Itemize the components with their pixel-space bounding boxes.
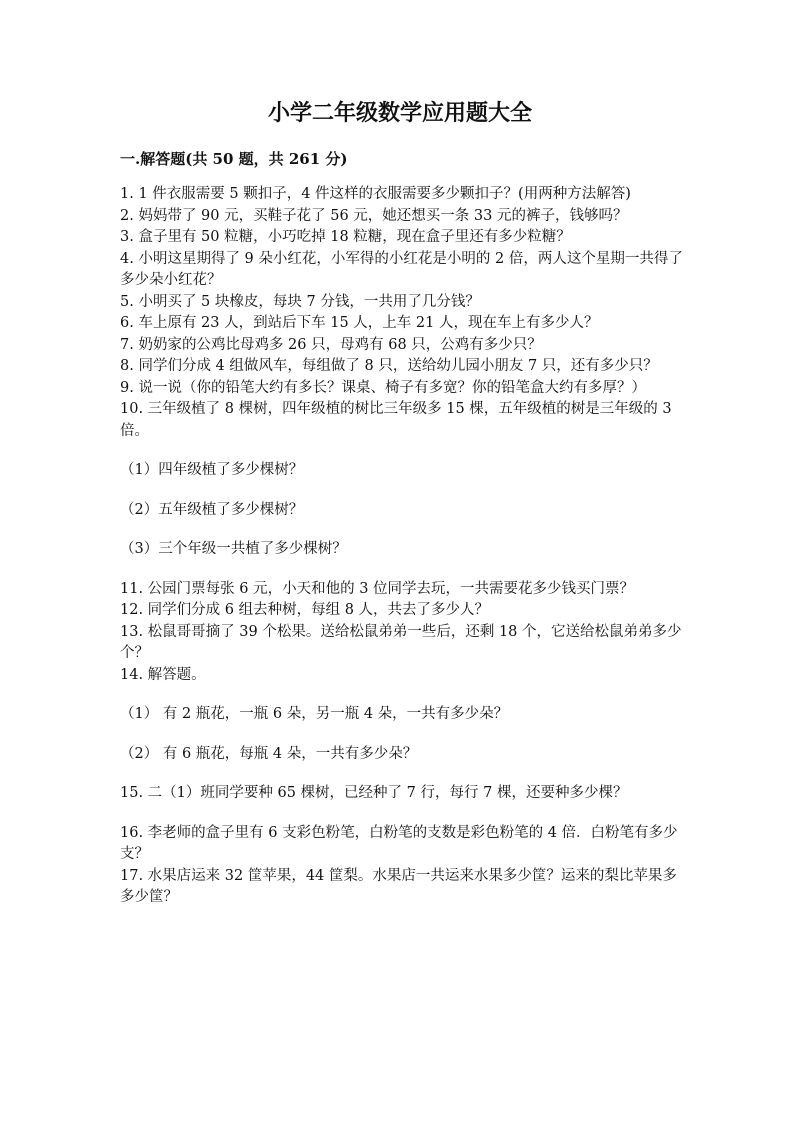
question-3: 3. 盒子里有 50 粒糖，小巧吃掉 18 粒糖，现在盒子里还有多少粒糖？ [120, 229, 571, 245]
page-title: 小学二年级数学应用题大全 [267, 100, 532, 126]
question-10-part-1: （1）四年级植了多少棵树？ [120, 462, 304, 478]
spacer [120, 805, 685, 823]
question-14: 14. 解答题。 [120, 666, 206, 683]
question-14-part-1: （1） 有 2 瓶花，一瓶 6 朵，另一瓶 4 朵，一共有多少朵？ [120, 706, 509, 722]
question-7: 7. 奶奶家的公鸡比母鸡多 26 只，母鸡有 68 只，公鸡有多少只？ [120, 336, 542, 353]
question-10: 10. 三年级植了 8 棵树，四年级植的树比三年级多 15 棵，五年级植的树是三年级的 3 倍。 [120, 401, 672, 439]
question-15: 15. 二（1）班同学要种 65 棵树，已经种了 7 行，每行 7 棵，还要种多少棵？ [120, 785, 628, 801]
question-6: 6. 车上原有 23 人，到站后下车 15 人，上车 21 人，现在车上有多少人？ [120, 315, 599, 331]
question-11: 11. 公园门票每张 6 元，小天和他的 3 位同学去玩，一共需要花多少钱买门票？ [120, 580, 635, 597]
spacer [120, 726, 685, 744]
spacer [120, 686, 685, 704]
spacer [120, 442, 685, 460]
spacer [120, 765, 685, 783]
question-4: 4. 小明这星期得了 9 朵小红花，小军得的小红花是小明的 2 倍，两人这个星期一共得了多少朵小红花？ [120, 250, 683, 288]
question-5: 5. 小明买了 5 块橡皮，每块 7 分钱，一共用了几分钱？ [120, 293, 480, 310]
question-17: 17. 水果店运来 32 筐苹果，44 筐梨。水果店一共运来水果多少筐？运来的梨比苹果多多少筐？ [120, 867, 677, 905]
question-14-part-2: （2） 有 6 瓶花，每瓶 4 朵，一共有多少朵？ [120, 745, 418, 762]
spacer [120, 482, 685, 500]
question-9: 9. 说一说（你的铅笔大约有多长？课桌、椅子有多宽？你的铅笔盒大约有多厚？） [120, 379, 646, 396]
question-16: 16. 李老师的盒子里有 6 支彩色粉笔，白粉笔的支数是彩色粉笔的 4 倍．白粉笔有多少支？ [120, 824, 678, 862]
question-2: 2. 妈妈带了 90 元，买鞋子花了 56 元，她还想买一条 33 元的裤子，钱够吗？ [120, 207, 628, 224]
spacer [120, 521, 685, 539]
question-8: 8. 同学们分成 4 组做风车，每组做了 8 只，送给幼儿园小朋友 7 只，还有多少只？ [120, 358, 658, 374]
question-1: 1. 1 件衣服需要 5 颗扣子，4 件这样的衣服需要多少颗扣子？(用两种方法解答) [120, 186, 631, 202]
question-10-part-2: （2）五年级植了多少棵树？ [120, 501, 304, 518]
question-12: 12. 同学们分成 6 组去种树，每组 8 人，共去了多少人？ [120, 602, 490, 618]
question-list [120, 184, 685, 909]
question-10-part-3: （3）三个年级一共植了多少棵树？ [120, 541, 347, 557]
question-13: 13. 松鼠哥哥摘了 39 个松果。送给松鼠弟弟一些后，还剩 18 个，它送给松鼠弟弟多少个？ [120, 623, 682, 661]
section-heading: 一.解答题(共 50 题，共 261 分) [120, 150, 348, 168]
spacer [120, 561, 685, 579]
